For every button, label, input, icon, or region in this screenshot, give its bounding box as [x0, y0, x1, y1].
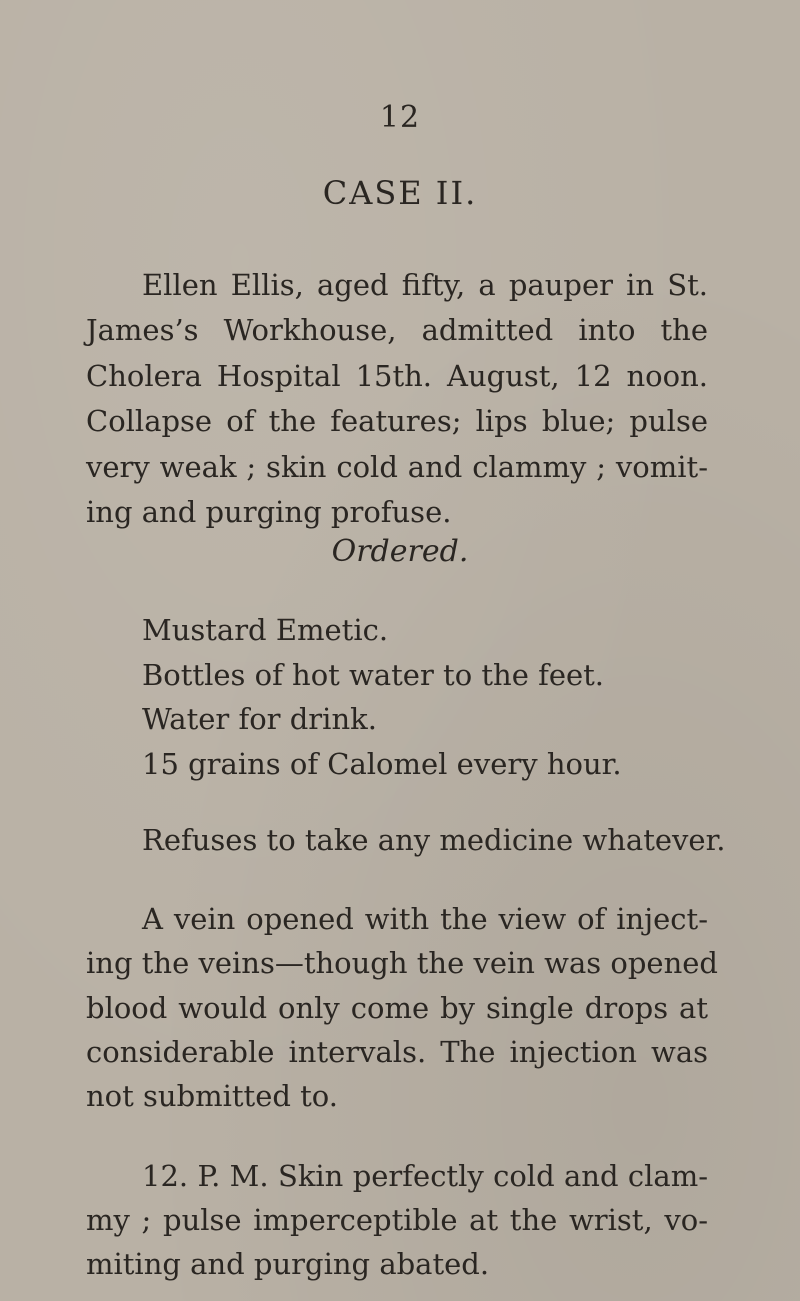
case-title: CASE II.	[322, 174, 478, 212]
paragraph-line: very weak ; skin cold and clammy ; vomit-	[86, 450, 708, 484]
list-item: Mustard Emetic.	[142, 613, 389, 647]
list-item: 15 grains of Calomel every hour.	[142, 747, 622, 781]
list-item: Water for drink.	[142, 702, 377, 736]
paragraph-line: James’s Workhouse, admitted into the	[86, 313, 708, 347]
paragraph-line: Cholera Hospital 15th. August, 12 noon.	[86, 359, 708, 393]
paragraph-line: Collapse of the features; lips blue; pulse	[86, 404, 708, 438]
paragraph-line: miting and purging abated.	[86, 1247, 490, 1281]
paragraph-line: 12. P. M. Skin perfectly cold and clam-	[142, 1159, 708, 1193]
paragraph-line: not submitted to.	[86, 1079, 338, 1113]
paragraph-line: Ellen Ellis, aged fifty, a pauper in St.	[142, 268, 708, 302]
page-number: 12	[379, 100, 421, 135]
paragraph-line: ing the veins—though the vein was opened	[86, 946, 718, 980]
refuses-line: Refuses to take any medicine whatever.	[142, 823, 726, 857]
paragraph-line: ing and purging profuse.	[86, 495, 452, 529]
paragraph-line: blood would only come by single drops at	[86, 991, 708, 1025]
paragraph-line: A vein opened with the view of inject-	[142, 902, 708, 936]
paragraph-line: considerable intervals. The injection was	[86, 1035, 708, 1069]
paragraph-line: my ; pulse imperceptible at the wrist, vo-	[86, 1203, 708, 1237]
list-item: Bottles of hot water to the feet.	[142, 658, 605, 692]
ordered-heading: Ordered.	[331, 534, 469, 569]
